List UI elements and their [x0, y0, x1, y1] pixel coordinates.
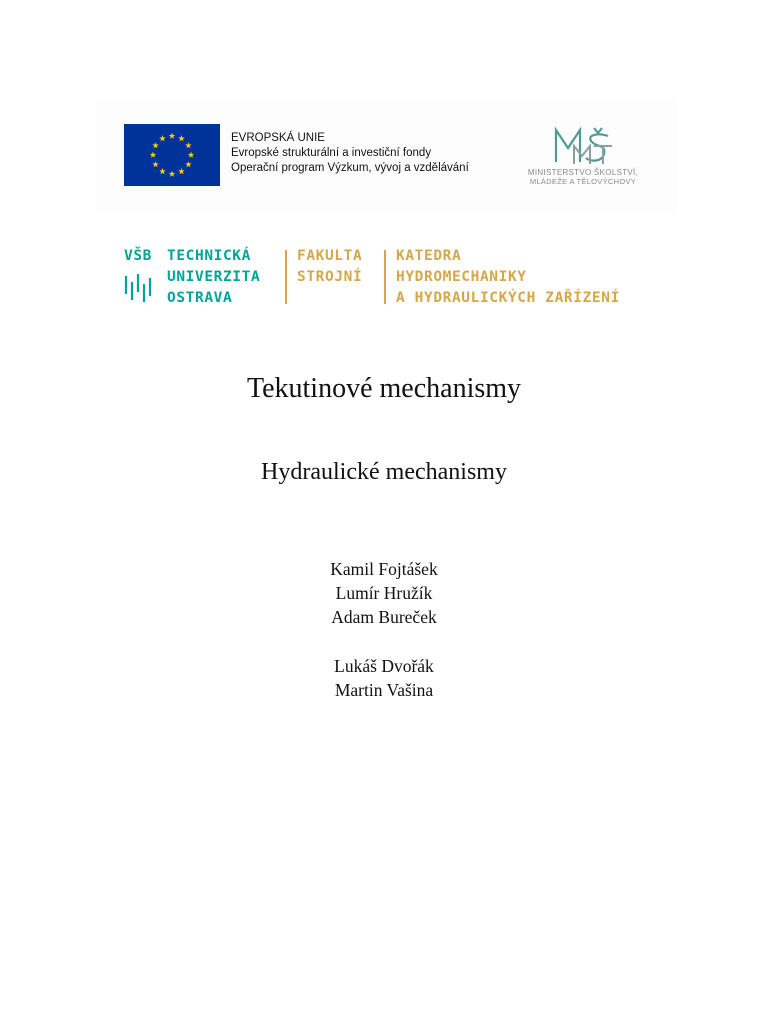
eu-banner-line: Operační program Výzkum, vývoj a vzdělávání [231, 162, 469, 174]
department-name [396, 246, 620, 309]
faculty-line: FAKULTA [297, 248, 363, 264]
eu-banner-line: Evropské strukturální a investiční fondy [231, 147, 432, 159]
author-list [0, 654, 768, 702]
department-line: HYDROMECHANIKY [396, 269, 527, 285]
document-title: Tekutinové mechanismy [246, 373, 522, 404]
vsb-abbreviation: VŠB [124, 248, 152, 264]
msmt-logo-icon [548, 124, 618, 166]
divider [384, 250, 386, 304]
faculty-name [297, 246, 362, 288]
vsb-logo-icon [124, 270, 154, 302]
msmt-logo-text [512, 168, 654, 186]
vsb-name-line: TECHNICKÁ [167, 248, 251, 264]
eu-banner-text [231, 131, 469, 176]
author-list [0, 557, 768, 629]
eu-banner-line: EVROPSKÁ UNIE [231, 132, 325, 144]
vsb-name-line: UNIVERZITA [167, 269, 261, 285]
faculty-line: STROJNÍ [297, 269, 363, 285]
department-line: KATEDRA [396, 248, 462, 264]
document-subtitle: Hydraulické mechanismy [261, 459, 507, 485]
divider [285, 250, 287, 304]
author-name: Adam Bureček [331, 607, 437, 627]
author-name: Kamil Fojtášek [330, 559, 438, 579]
msmt-line: MINISTERSTVO ŠKOLSTVÍ, [527, 168, 639, 177]
author-name: Martin Vašina [334, 680, 434, 700]
vsb-university-name [167, 246, 260, 309]
author-name: Lukáš Dvořák [334, 656, 434, 676]
author-name: Lumír Hružík [335, 583, 433, 603]
msmt-line: MLÁDEŽE A TĚLOVÝCHOVY [529, 177, 637, 186]
department-line: A HYDRAULICKÝCH ZAŘÍZENÍ [396, 290, 620, 306]
eu-flag-icon [124, 124, 220, 186]
vsb-name-line: OSTRAVA [167, 290, 233, 306]
